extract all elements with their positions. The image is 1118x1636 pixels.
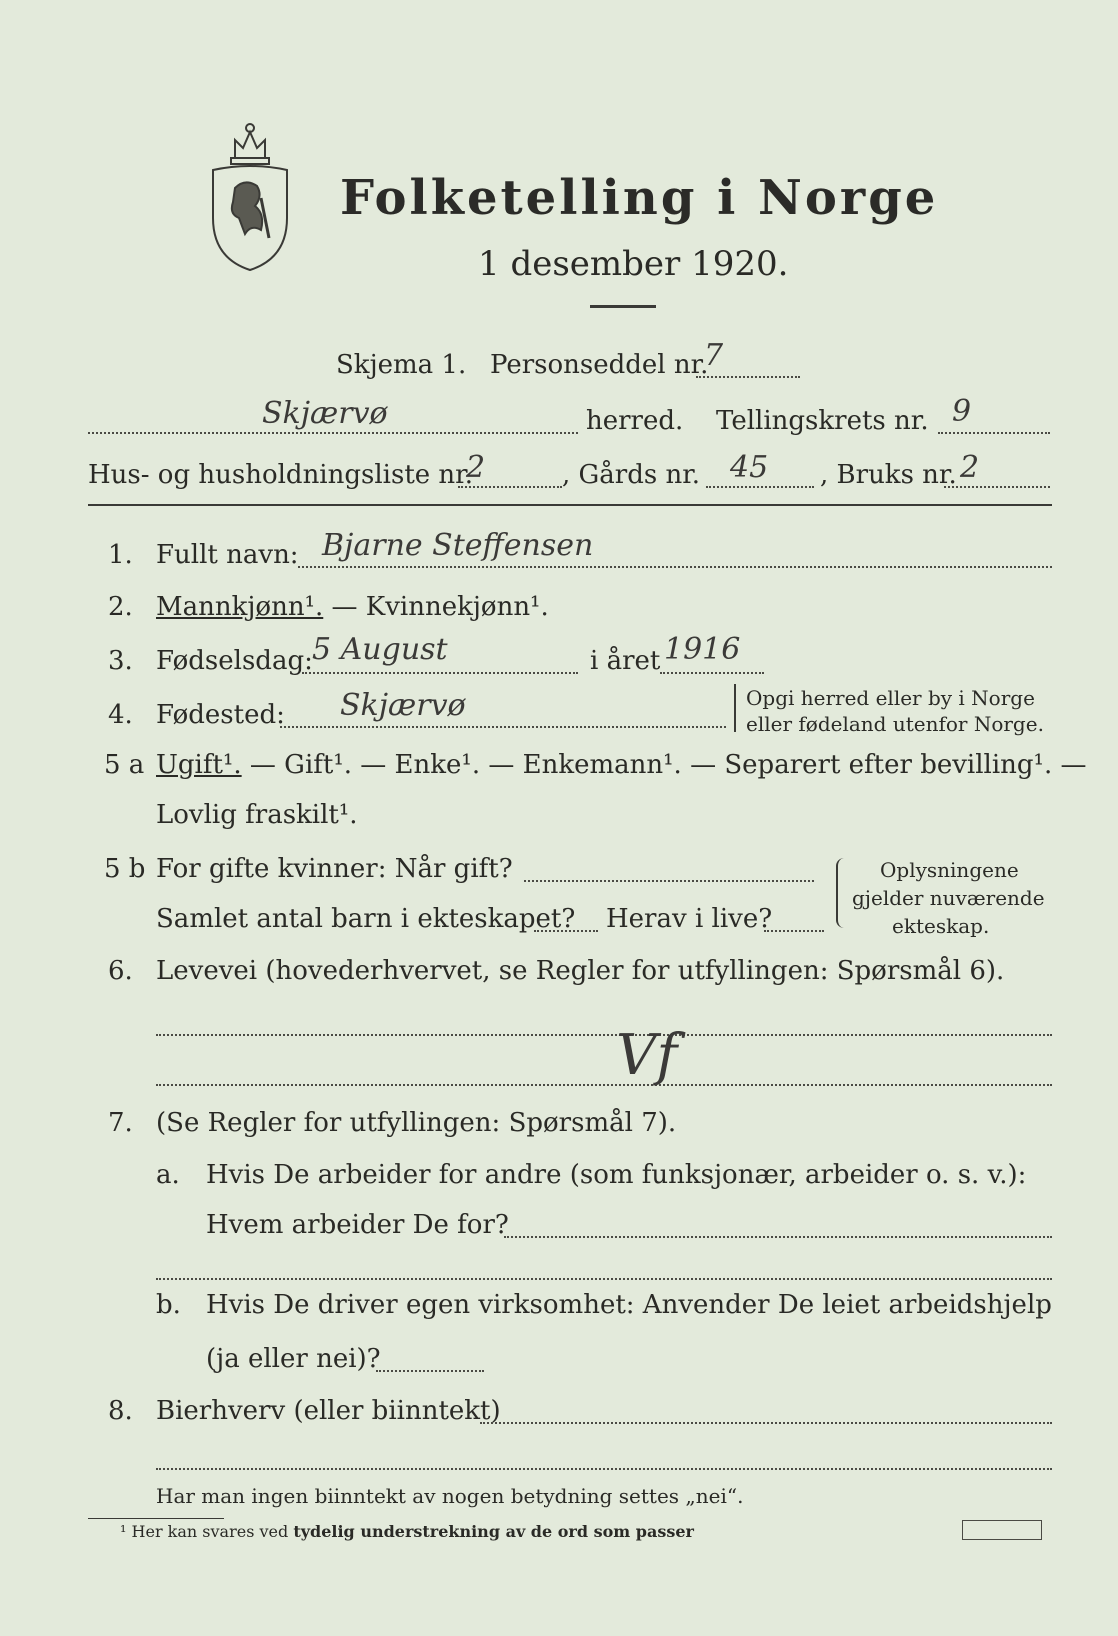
- q7a-label: Hvis De arbeider for andre (som funksjonær, arbeider o. s. v.):: [206, 1160, 1027, 1190]
- q1-number: 1.: [108, 540, 133, 570]
- bruks-label: , Bruks nr.: [820, 460, 957, 490]
- q3-year-value: 1916: [664, 632, 741, 667]
- hus-label: Hus- og husholdningsliste nr.: [88, 460, 474, 490]
- q5b-label-1: For gifte kvinner: Når gift?: [156, 854, 513, 884]
- q4-brace: [734, 684, 740, 732]
- q4-note-1: Opgi herred eller by i Norge: [746, 686, 1035, 710]
- printer-stamp: [962, 1520, 1042, 1540]
- q5a-number: 5 a: [104, 750, 145, 780]
- personseddel-line: [696, 376, 800, 378]
- q5a-options: [156, 750, 1087, 780]
- q6-number: 6.: [108, 956, 133, 986]
- q7a-line-2: [156, 1278, 1052, 1280]
- form-title: Folketelling i Norge: [340, 170, 939, 226]
- herred-label: herred.: [586, 406, 684, 436]
- coat-of-arms-icon: [205, 118, 295, 278]
- q1-label: Fullt navn:: [156, 540, 299, 570]
- form-subtitle: 1 desember 1920.: [478, 244, 789, 284]
- q5b-line-1: [524, 880, 814, 882]
- q1-line: [298, 566, 1052, 568]
- q7a-number: a.: [156, 1160, 180, 1190]
- footnote-prefix: Her kan svares ved: [131, 1522, 294, 1541]
- skjema-label: Skjema 1.: [336, 350, 467, 380]
- q5a-ugift: Ugift¹.: [156, 750, 242, 780]
- q7b-line: [376, 1370, 484, 1372]
- gards-line: [706, 486, 814, 488]
- bruks-value: 2: [960, 450, 980, 485]
- gards-value: 45: [730, 450, 769, 485]
- tellingskrets-label: Tellingskrets nr.: [716, 406, 929, 436]
- title-divider: [590, 305, 656, 308]
- q5b-label-2: Samlet antal barn i ekteskapet?: [156, 904, 576, 934]
- q5a-line2: Lovlig fraskilt¹.: [156, 800, 358, 830]
- q3-value: 5 August: [312, 632, 448, 667]
- q6-label: Levevei (hovederhvervet, se Regler for utfyllingen: Spørsmål 6).: [156, 956, 1005, 986]
- q7a-line-1: [504, 1236, 1052, 1238]
- q5b-line-2: [534, 930, 598, 932]
- q3-year-label: i året: [590, 646, 661, 676]
- q5b-note-2: gjelder nuværende: [852, 886, 1045, 910]
- q3-line: [302, 672, 578, 674]
- bruks-line: [944, 486, 1050, 488]
- q7-number: 7.: [108, 1108, 133, 1138]
- footnote-mark: ¹: [120, 1522, 127, 1541]
- q5b-number: 5 b: [104, 854, 146, 884]
- q5b-line-3: [764, 930, 824, 932]
- personseddel-label: Personseddel nr.: [490, 350, 709, 380]
- footnote: [120, 1522, 694, 1542]
- q2-separator: —: [323, 592, 366, 622]
- q3-year-line: [660, 672, 764, 674]
- q8-line-1: [480, 1422, 1052, 1424]
- q1-value: Bjarne Steffensen: [322, 528, 594, 563]
- tellingskrets-line: [938, 432, 1050, 434]
- q4-note-2: eller fødeland utenfor Norge.: [746, 712, 1044, 736]
- footer-note: Har man ingen biinntekt av nogen betydning settes „nei“.: [156, 1484, 744, 1508]
- hus-value: 2: [466, 450, 486, 485]
- q4-number: 4.: [108, 700, 133, 730]
- q3-label: Fødselsdag:: [156, 646, 313, 676]
- q5b-label-3: Herav i live?: [606, 904, 773, 934]
- q2-kvinne: Kvinnekjønn¹.: [365, 592, 549, 622]
- q8-number: 8.: [108, 1396, 133, 1426]
- q5a-rest: — Gift¹. — Enke¹. — Enkemann¹. — Separert efter bevilling¹. —: [241, 750, 1087, 780]
- footnote-rule: [88, 1518, 224, 1519]
- q4-line: [280, 726, 726, 728]
- q6-value: Vf: [616, 1023, 678, 1088]
- herred-value: Skjærvø: [262, 396, 388, 431]
- header-rule: [88, 504, 1052, 506]
- q7b-label: Hvis De driver egen virksomhet: Anvender De leiet arbeidshjelp: [206, 1290, 1052, 1320]
- hus-line: [458, 486, 562, 488]
- q6-line-2: [156, 1084, 1052, 1086]
- gards-label: , Gårds nr.: [562, 460, 701, 490]
- herred-line: [88, 432, 578, 434]
- q6-line-1: [156, 1034, 1052, 1036]
- q5b-note-3: ekteskap.: [892, 914, 990, 938]
- q8-label: Bierhverv (eller biinntekt): [156, 1396, 501, 1426]
- q2-mann: Mannkjønn¹.: [156, 592, 324, 622]
- footnote-bold: tydelig understrekning av de ord som passer: [293, 1522, 694, 1541]
- q4-label: Fødested:: [156, 700, 285, 730]
- q7a-label-2: Hvem arbeider De for?: [206, 1210, 509, 1240]
- q8-line-2: [156, 1468, 1052, 1470]
- q7b-number: b.: [156, 1290, 181, 1320]
- q5b-note-1: Oplysningene: [880, 858, 1019, 882]
- q7b-label-2: (ja eller nei)?: [206, 1344, 381, 1374]
- q5b-brace: [836, 858, 846, 928]
- q3-number: 3.: [108, 646, 133, 676]
- q7-label: (Se Regler for utfyllingen: Spørsmål 7).: [156, 1108, 677, 1138]
- tellingskrets-value: 9: [952, 394, 972, 429]
- q4-value: Skjærvø: [340, 688, 466, 723]
- personseddel-value: 7: [704, 338, 724, 373]
- q2-number: 2.: [108, 592, 133, 622]
- q2-options: [156, 592, 549, 622]
